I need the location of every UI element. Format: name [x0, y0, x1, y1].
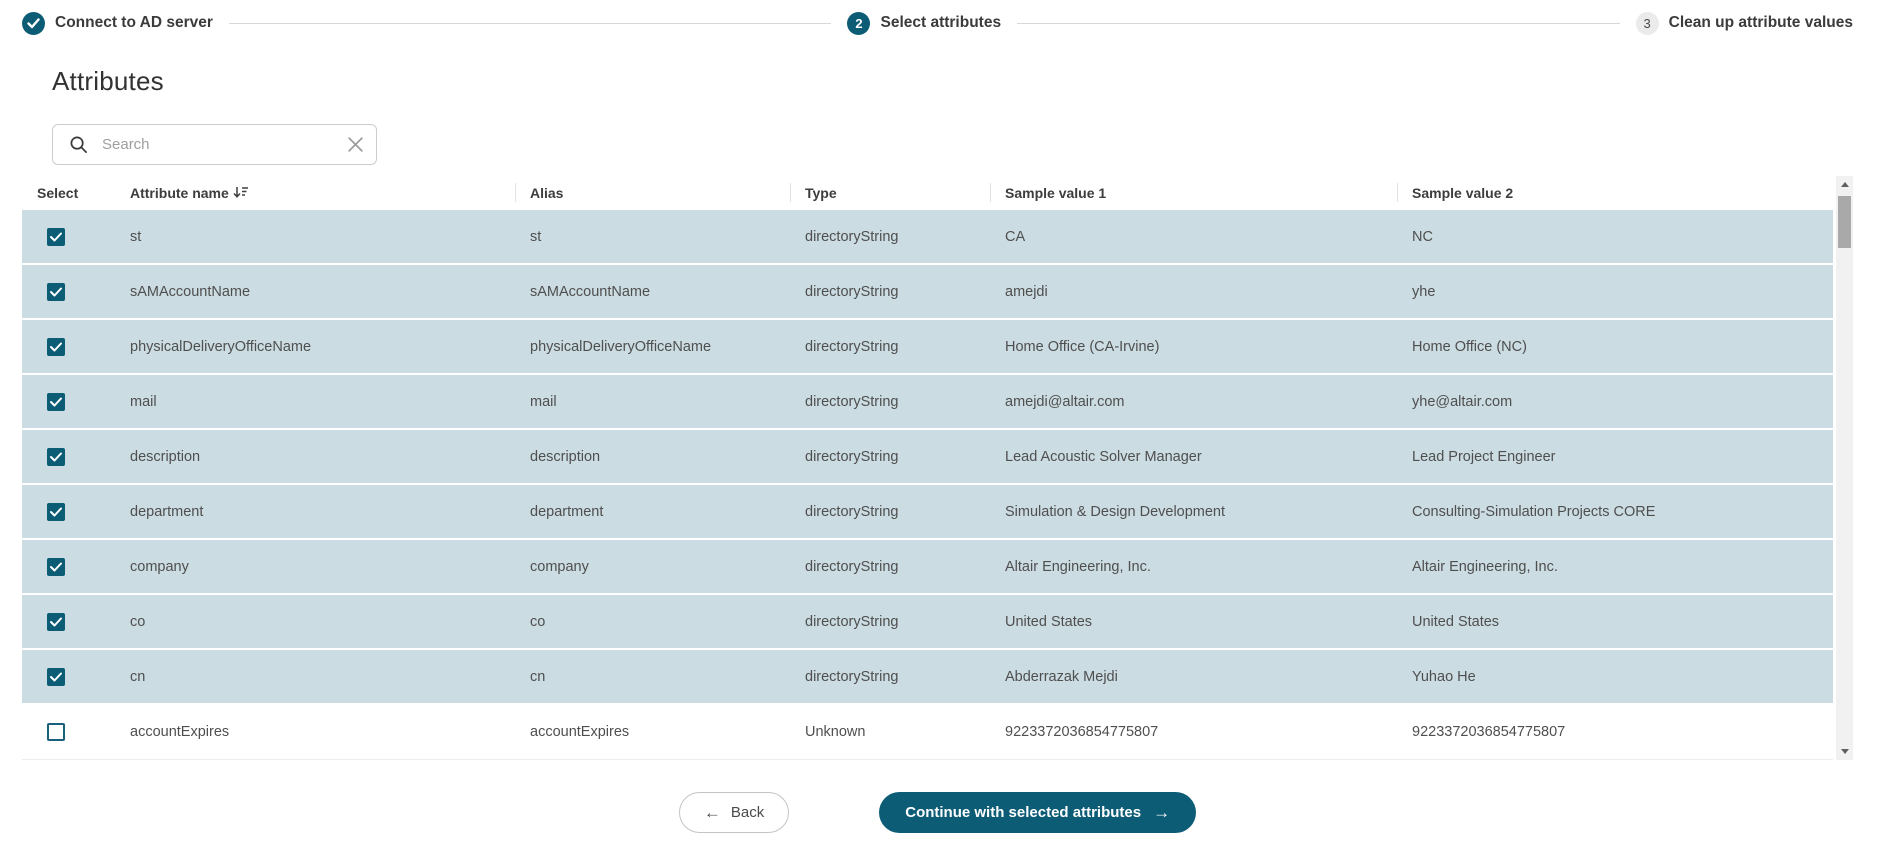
cell-type: directoryString — [805, 503, 899, 520]
cell-sample-value-1: amejdi — [1005, 283, 1048, 300]
cell-sample-value-2: United States — [1412, 613, 1500, 630]
row-checkbox[interactable] — [47, 723, 65, 741]
table-row — [22, 540, 1833, 595]
stepper — [22, 10, 1853, 36]
cell-alias: sAMAccountName — [530, 283, 651, 300]
cell-sample-value-2: Consulting-Simulation Projects CORE — [1412, 503, 1656, 520]
table-row — [22, 265, 1833, 320]
cell-sample-value-1: 9223372036854775807 — [1005, 724, 1159, 740]
cell-attribute-name: description — [130, 448, 201, 465]
cell-alias: company — [530, 558, 589, 575]
step-connect-to-ad-server[interactable] — [22, 12, 213, 35]
cell-sample-value-2: Yuhao He — [1412, 668, 1476, 685]
cell-sample-value-2: Home Office (NC) — [1412, 338, 1527, 355]
step-number-badge: 3 — [1636, 12, 1659, 35]
table-header-row — [22, 176, 1833, 210]
row-checkbox[interactable] — [47, 668, 65, 686]
column-header-sample-value-1[interactable]: Sample value 1 — [990, 176, 1397, 210]
cell-sample-value-1: Lead Acoustic Solver Manager — [1005, 448, 1202, 465]
cell-alias: description — [530, 448, 601, 465]
cell-attribute-name: department — [130, 503, 204, 520]
cell-attribute-name: company — [130, 558, 189, 575]
table-row — [22, 595, 1833, 650]
row-checkbox[interactable] — [47, 613, 65, 631]
sort-descending-icon[interactable] — [233, 185, 249, 202]
step-number-badge: 2 — [847, 12, 870, 35]
table-row — [22, 320, 1833, 375]
cell-sample-value-2: NC — [1412, 228, 1433, 245]
cell-alias: mail — [530, 393, 557, 410]
cell-type: directoryString — [805, 228, 899, 245]
cell-type: directoryString — [805, 338, 899, 355]
arrow-left-icon: ← — [703, 803, 721, 822]
clear-search-icon[interactable] — [347, 136, 364, 153]
row-checkbox[interactable] — [47, 338, 65, 356]
cell-alias: st — [530, 228, 542, 245]
cell-sample-value-1: Abderrazak Mejdi — [1005, 668, 1118, 685]
cell-select — [22, 393, 115, 411]
scrollbar-thumb[interactable] — [1838, 196, 1851, 248]
cell-sample-value-1: Simulation & Design Development — [1005, 503, 1226, 520]
column-header-alias[interactable]: Alias — [515, 176, 790, 210]
search-box — [52, 124, 377, 165]
cell-attribute-name: co — [130, 613, 146, 630]
cell-attribute-name: accountExpires — [130, 724, 230, 740]
cell-sample-value-1: CA — [1005, 228, 1026, 245]
search-input[interactable] — [102, 136, 347, 153]
wizard-footer — [22, 792, 1853, 833]
column-header-label: Attribute name — [130, 185, 229, 201]
step-select-attributes[interactable] — [847, 12, 1001, 35]
cell-alias: accountExpires — [530, 724, 630, 740]
step-completed-check-icon — [22, 12, 45, 35]
table-row — [22, 375, 1833, 430]
cell-attribute-name: sAMAccountName — [130, 283, 251, 300]
cell-select — [22, 503, 115, 521]
cell-sample-value-1: Altair Engineering, Inc. — [1005, 558, 1151, 575]
cell-sample-value-2: yhe — [1412, 283, 1436, 300]
table-row — [22, 705, 1833, 760]
cell-alias: cn — [530, 668, 546, 685]
cell-select — [22, 283, 115, 301]
cell-select — [22, 448, 115, 466]
cell-sample-value-2: Altair Engineering, Inc. — [1412, 558, 1558, 575]
cell-type: directoryString — [805, 393, 899, 410]
row-checkbox[interactable] — [47, 393, 65, 411]
cell-alias: department — [530, 503, 604, 520]
cell-select — [22, 723, 115, 741]
triangle-down-icon — [1841, 749, 1849, 754]
continue-with-selected-attributes-button[interactable] — [879, 792, 1196, 833]
column-header-sample-value-2[interactable]: Sample value 2 — [1397, 176, 1833, 210]
back-button[interactable] — [679, 792, 789, 833]
cell-select — [22, 613, 115, 631]
search-icon — [69, 135, 88, 154]
arrow-right-icon: → — [1153, 803, 1171, 822]
cell-select — [22, 338, 115, 356]
row-checkbox[interactable] — [47, 283, 65, 301]
cell-attribute-name: physicalDeliveryOfficeName — [130, 338, 312, 355]
cell-type: directoryString — [805, 448, 899, 465]
triangle-up-icon — [1841, 182, 1849, 187]
row-checkbox[interactable] — [47, 228, 65, 246]
table-row — [22, 430, 1833, 485]
cell-sample-value-1: amejdi@altair.com — [1005, 393, 1125, 410]
step-clean-up-attribute-values[interactable] — [1636, 12, 1853, 35]
row-checkbox[interactable] — [47, 503, 65, 521]
cell-alias: physicalDeliveryOfficeName — [530, 338, 712, 355]
table-row — [22, 485, 1833, 540]
cell-select — [22, 558, 115, 576]
scroll-up-button[interactable] — [1836, 176, 1853, 193]
cell-attribute-name: st — [130, 228, 142, 245]
step-label: Clean up attribute values — [1668, 14, 1853, 31]
cell-alias: co — [530, 613, 546, 630]
cell-type: directoryString — [805, 613, 899, 630]
stepper-connector — [1017, 23, 1620, 24]
table-row — [22, 650, 1833, 705]
cell-sample-value-1: Home Office (CA-Irvine) — [1005, 338, 1160, 355]
cell-select — [22, 668, 115, 686]
cell-type: directoryString — [805, 283, 899, 300]
back-button-label: Back — [730, 804, 765, 821]
step-label: Select attributes — [880, 14, 1002, 31]
attributes-table — [22, 176, 1833, 760]
row-checkbox[interactable] — [47, 558, 65, 576]
column-header-select: Select — [37, 185, 79, 201]
cell-sample-value-2: Lead Project Engineer — [1412, 448, 1556, 465]
cell-select — [22, 228, 115, 246]
vertical-scrollbar[interactable] — [1836, 176, 1853, 760]
table-row — [22, 210, 1833, 265]
scroll-down-button[interactable] — [1836, 743, 1853, 760]
cell-type: Unknown — [805, 724, 866, 740]
row-checkbox[interactable] — [47, 448, 65, 466]
continue-button-label: Continue with selected attributes — [905, 804, 1142, 821]
attributes-table-area — [22, 176, 1853, 760]
stepper-connector — [229, 23, 832, 24]
table-body — [22, 210, 1833, 760]
cell-type: directoryString — [805, 668, 899, 685]
page-title: Attributes — [52, 66, 164, 96]
cell-sample-value-1: United States — [1005, 613, 1093, 630]
cell-type: directoryString — [805, 558, 899, 575]
cell-attribute-name: mail — [130, 393, 157, 410]
cell-attribute-name: cn — [130, 668, 146, 685]
cell-sample-value-2: yhe@altair.com — [1412, 393, 1513, 410]
column-header-type[interactable]: Type — [790, 176, 990, 210]
column-header-attribute-name[interactable] — [115, 176, 515, 210]
cell-sample-value-2: 9223372036854775807 — [1412, 724, 1566, 740]
step-label: Connect to AD server — [55, 14, 213, 31]
